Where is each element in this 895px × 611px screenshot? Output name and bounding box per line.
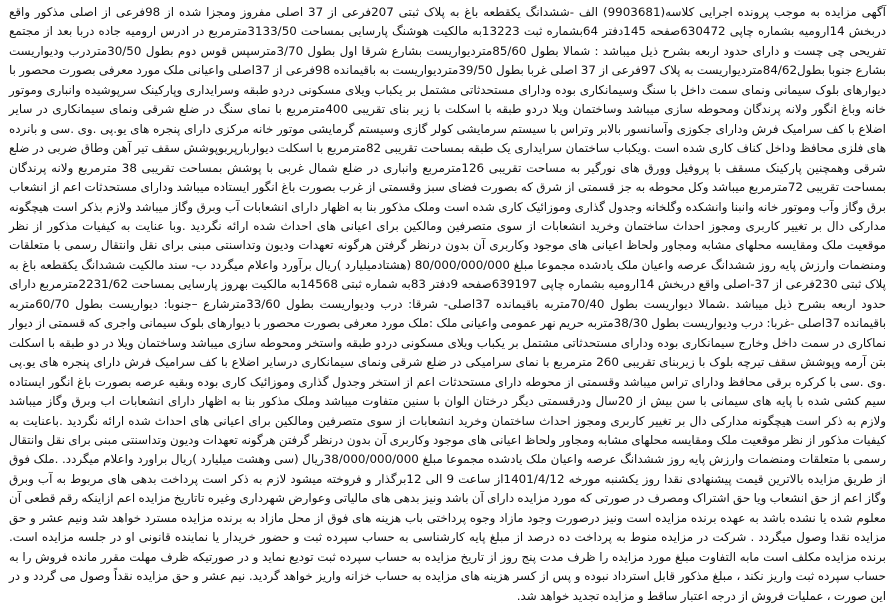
auction-notice-text: آگهی مزایده به موجب پرونده اجرایی کلاسه(9903681) الف -ششدانگ یکقطعه باغ به پلاک ثبتی 207فرعی از 37 اصلی مفروز ومجزا شده از 98فرعی از اصلی مذکور واقع دربخش 14ارومیه بشماره چاپی 630472صفحه 145دفتر 64بشماره ثبت 13223به مالکیت هوشنگ پارسایی بمساحت 3133/50مترمربع در ادرس ارومیه جاده دربا بعد از مجتمع تفریحی چی چست و دارای حدود اربعه بشرح ذیل میباشد : شمالا بطول 85/60متردیواریست بشارع شرقا اول بطول 3/70مترسپس قوس دوم بطول 30/50متردرب ودیواریست بشارع جنوبا بطول84/62متردیواریست به پلاک 97فرعی از 37 اصلی غربا بطول 39/50متردیواریست به باقیمانده 98فرعی از 37اصلی واعیانی ملک مورد معرفی بصورت محصور با دیوارهای بلوک سیمانی ونمای سمت داخل با سنگ وسیمانکاری بوده ودارای مستحدثاتی مشتمل بر یکباب ویلای مسکونی دردو طبقه وسرایداری وپارکینک سرپوشیده وانباری وموتور خانه وباغ انگور ولانه پرندگان ومحوطه سازی میباشد وساختمان ویلا دردو طبقه با اسکلت با زیر بنای تقریبی 400مترمربع با نمای سنگ در ضلع شرقی ونمای سیمانکاری در سایر اضلاع با کف سرامیک فرش ودارای جکوزی وآسانسور بالابر وتراس با سیستم سرمایشی کولر گازی وسیستم گرمایشی موتور خانه مرکزی دارای پنجره های یو.پی .وی .سی و بانرده های فلزی محافظ وداخل کناف کاری شده است .ویکباب ساختمان سرایداری یک طبقه بمساحت تقریبی 82مترمربع با اسکلت دیواربارپربوپوشش سقف تیر آهن وطاق ضربی در ضلع شرقی وهمچنین پارکینک مسقف با پروفیل وورق های نورگیر به مساحت تقریبی 126مترمربع وانباری در ضلع شمال غربی با پوشش بمساحت تقریبی 38 مترمربع ولانه پرندگان بمساحت تقریبی 72مترمربع میباشد وکل محوطه به جز قسمتی از شرق که بصورت فضای سبز وقسمتی از غرب بصورت باغ انگور ایستاده میباشد ودارای مستحدثات اعم از انشعاب برق وگاز وآب وموتور خانه وانبنا وانشکده وگلخانه وجدول گذاری وموزائیک کاری شده است وملک مذکور بنا به اظهار دارای انشعابات آب وبرق وگاز میباشد ولازم بذکر است هیچگونه مدارکی دال بر تغییر کاربری ومجوز احداث ساختمان وخرید انشعابات از سوی متصرفین ومالکین برای اعیانی های احداث شده ارائه نگردید .وبا عنایت به کیفیات مذکور از نظر موقعیت ملک ومقایسه محلهای مشابه ومجاور ولحاظ اعیانی های موجود وکاربری آن بدون درنظر گرفتن هرگونه تعهدات ودیون وتداسنتی مبنی برای نقل وانتقال رسمی با متعلقات ومنضمات وارزش پایه روز ششدانگ عرصه واعیان ملک یادشده مجموعا مبلغ 80/000/000/000 (هشتادمیلیارد )ریال برآورد واعلام میگردد ب- سند مالکیت ششدانگ یکقطعه باغ به پلاک ثبتی 230فرعی از 37-اصلی واقع دربخش 14ارومیه بشماره چاپی 639197صفحه 9دفتر 83به شماره ثبتی 14568به مالکیت بهروز پارسایی بمساحت 2231/62مترمربع دارای حدود اربعه بشرح ذیل میباشد .شمالا دیواریست بطول 70/40متربه باقیمانده 37اصلی- شرقا: درب ودیواریست بطول 33/60مترشارع –جنوبا: دیواریست بطول 60/70متربه باقیمانده 37اصلی -غربا: درب ودیواریست بطول 38/30متربه حریم نهر عمومی واعیانی ملک :ملک مورد معرفی بصورت محصور با دیوارهای بلوک سیمانی واجری که قسمتی از دیوار نماکاری در سمت داخل وخارج سیمانکاری بوده ودارای مستحدثاتی مشتمل بر یکباب ویلای مسکونی دردو طبقه واستخر ومحوطه سازی میباشد وساختمان ویلا در دو طبقه با اسکلت بتن آرمه وپوشش سقف تیرچه بلوک با زیربنای تقریبی 260 مترمربع با نمای سرامیکی در ضلع شرقی ونمای سیمانکاری درسایر اضلاع با کف سرامیک فرش دارای پنجره های یو.پی .وی .سی با کرکره برقی محافظ ودارای تراس میباشد وقسمتی از محوطه دارای مستحدثات اعم از استخر وجدول گذاری وموزائیک کاری بوده وبقیه عرصه بصورت باغ انگور ایستاده سیم کشی شده با پایه های سیمانی با سن بیش از 20سال ودرقسمتی دیگر درختان الوان با سنین متفاوت میباشد وملک مذکور بنا به اظهار دارای انشعابات اب وبرق وگاز میباشد ولازم به ذکر است هیچگونه مدارکی دال بر تغییر کاربری ومجوز احداث ساختمان وخرید انشعابات از سوی متصرفین ومالکین برای اعیانی های احداث شده ارائه نگردید .باعنایت به کیفیات مذکور از نظر موقعیت ملک ومقایسه محلهای مشابه ومجاور ولحاظ اعیانی های موجود وکاربری آن بدون درنظر گرفتن هرگونه تعهدات ودیون وتداسنتی مبنی برای نقل وانتقال رسمی با متعلقات ومنضمات وارزش پایه روز ششدانگ عرصه واعیان ملک یادشده مجموعا مبلغ 38/000/000/000ریال (سی وهشت میلیارد )ریال براورد واعلام میگردد. .ملک فوق از طریق مزایده بالاترین قیمت پیشنهادی نقدا روز یکشنبه مورخه 1401/4/12از ساعت 9 الی 12برگذار و فروخته میشود لازم به ذکر است پرداخت بدهی های مربوط به آب وبرق وگاز اعم از حق انشعاب ویا حق اشتراک ومصرف در صورتی که مورد مزایده دارای آن باشد ونیز بدهی های مالیاتی وعوارض شهرداری وغیره تاتاریخ مزایده اعم ازاینکه رقم قطعی آن معلوم شده یا نشده باشد به عهده برنده مزایده است ونیز درصورت وجود مازاد وجوه پرداختی باب هزینه های فوق از محل مازاد به برنده مزایده مسترد خواهد شد ونیم عشر و حق مزایده نقدا وصول میگردد . شرکت در مزایده منوط به پرداخت ده درصد از مبلغ پایه کارشناسی به حساب سپرده ثبت و حضور خریدار یا نماینده قانونی او در جلسه مزایده است. برنده مزایده مکلف است مابه التفاوت مبلغ مورد مزایده را ظرف مدت پنج روز از تاریخ مزایده به حساب سپرده ثبت تودیع نماید و در صورتیکه ظرف مهلت مقرر مانده فروش را به حساب سپرده ثبت واریز نکند ، مبلغ مذکور قابل استرداد نبوده و پس از کسر هزینه های مزایده به حساب خزانه واریز خواهد گردید. نیم عشر و حق مزایده نقداً وصول می گردد و در این صورت ، عملیات فروش از درجه اعتبار ساقط و مزایده تجدید خواهد شد.: [9, 5, 887, 603]
